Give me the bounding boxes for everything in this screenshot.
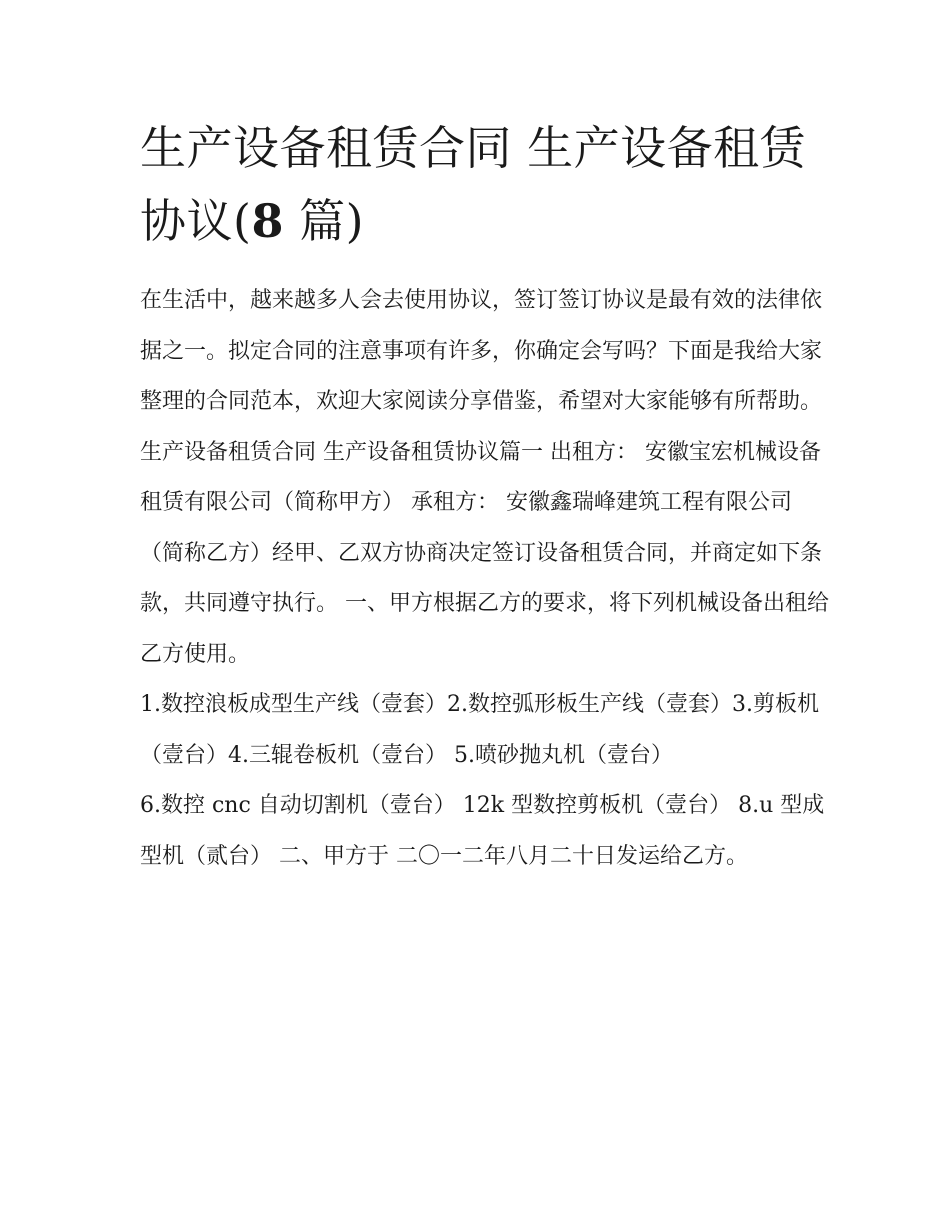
document-page — [140, 112, 830, 882]
contract-terms-paragraph: （简称乙方）经甲、乙双方协商决定签订设备租赁合同，并商定如下条款，共同遵守执行。 一、甲方根据乙方的要求，将下列机械设备出租给乙方使用。 — [140, 540, 829, 667]
equipment-list-continued-paragraph: 6.数控 cnc 自动切割机（壹台） 12k 型数控剪板机（壹台） 8.u 型成型机（贰台） 二、甲方于 二〇一二年八月二十日发运给乙方。 — [140, 793, 825, 869]
title-text-part2: 篇) — [283, 194, 365, 248]
title-text-part1: 生产设备租赁合同 生产设备租赁协议( — [140, 121, 807, 248]
document-title — [140, 112, 830, 258]
intro-paragraph: 在生活中，越来越多人会去使用协议，签订签订协议是最有效的法律依据之一。拟定合同的注意事项有许多，你确定会写吗？下面是我给大家整理的合同范本，欢迎大家阅读分享借鉴，希望对大家能够有所帮助。 — [140, 288, 823, 414]
equipment-list-paragraph: 1.数控浪板成型生产线（壹套）2.数控弧形板生产线（壹套）3.剪板机（壹台）4.三辊卷板机（壹台） 5.喷砂抛丸机（壹台） — [140, 692, 819, 768]
title-count: 8 — [251, 194, 284, 248]
contract-parties-paragraph: 生产设备租赁合同 生产设备租赁协议篇一 出租方： 安徽宝宏机械设备租赁有限公司（简称甲方） 承租方： 安徽鑫瑞峰建筑工程有限公司 — [140, 439, 821, 515]
